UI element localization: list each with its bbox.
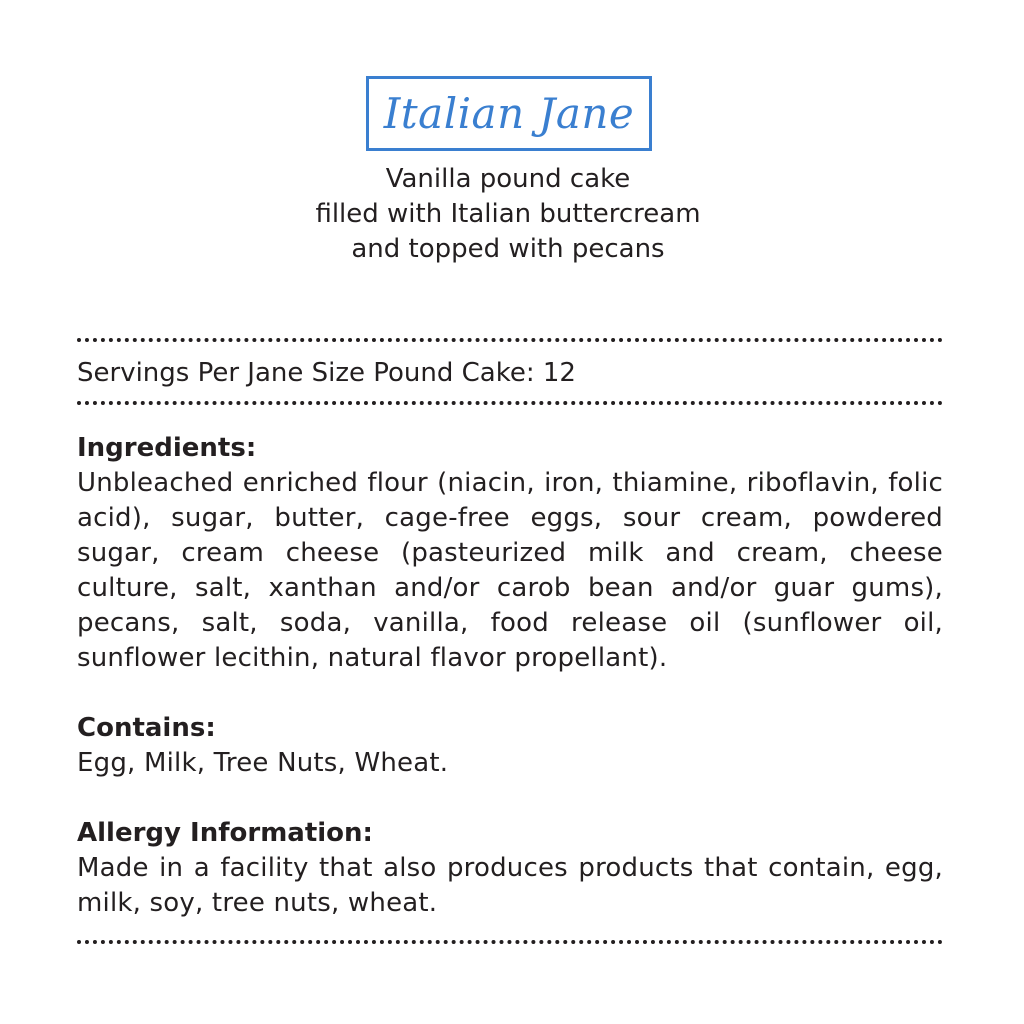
- allergy-text: Made in a facility that also produces products that contain, egg, milk, soy, tree nuts, wheat.: [77, 853, 943, 918]
- contains-heading: Contains:: [77, 713, 216, 743]
- dotted-divider-top: [77, 338, 943, 342]
- description-line-2: filled with Italian buttercream: [315, 199, 701, 229]
- ingredients-heading: Ingredients:: [77, 433, 257, 463]
- product-title-box: [366, 76, 652, 151]
- contains-section: [77, 711, 943, 781]
- description-line-1: Vanilla pound cake: [385, 164, 631, 194]
- product-title: Italian Jane: [383, 89, 635, 138]
- contains-text: Egg, Milk, Tree Nuts, Wheat.: [77, 748, 449, 778]
- allergy-heading: Allergy Information:: [77, 818, 373, 848]
- dotted-divider-servings: [77, 401, 943, 405]
- product-description: [200, 162, 816, 267]
- allergy-section: [77, 816, 943, 921]
- servings-info: Servings Per Jane Size Pound Cake: 12: [77, 358, 576, 388]
- dotted-divider-bottom: [77, 940, 943, 944]
- ingredients-text: Unbleached enriched flour (niacin, iron, thiamine, riboflavin, folic acid), sugar, butter, cage-free eggs, sour cream, powdered sugar, cream cheese (pasteurized milk and cream, cheese culture, salt, xanthan and/or carob bean and/or guar gums), pecans, salt, soda, vanilla, food release oil (sunflower oil, sunflower lecithin, natural flavor propellant).: [77, 468, 943, 673]
- ingredients-section: [77, 431, 943, 676]
- description-line-3: and topped with pecans: [351, 234, 665, 264]
